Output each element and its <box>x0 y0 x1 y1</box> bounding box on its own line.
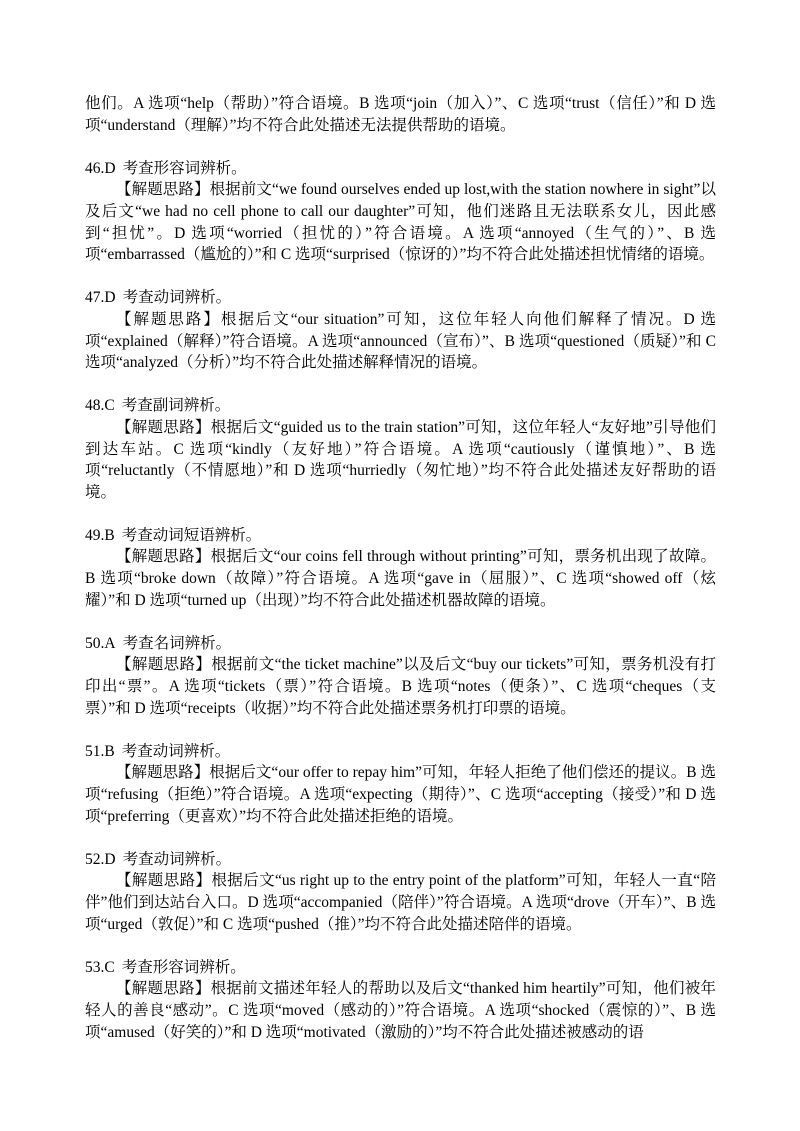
section-label: 52.D <box>85 850 116 868</box>
section-label: 46.D <box>85 159 116 177</box>
section-label: 48.C <box>85 397 115 415</box>
section-category: 考查动词辨析。 <box>122 850 232 868</box>
section-46 <box>85 158 716 266</box>
section-category: 考查名词辨析。 <box>122 634 232 652</box>
section-53 <box>85 957 716 1043</box>
section-category: 考查动词辨析。 <box>122 289 232 307</box>
section-label: 49.B <box>85 526 115 544</box>
section-47 <box>85 287 716 373</box>
section-label: 47.D <box>85 289 116 307</box>
section-52 <box>85 849 716 935</box>
section-heading <box>85 158 716 180</box>
section-category: 考查动词辨析。 <box>121 742 231 760</box>
section-analysis: 【解题思路】根据后文“our situation”可知，这位年轻人向他们解释了情况。D 选项“explained（解释）”符合语境。A 选项“announced（宣布）”、B 选项“questioned（质疑）”和 C 选项“analyzed（分析）”均不符合此处描述解释情况的语境。 <box>85 310 716 372</box>
section-49 <box>85 525 716 611</box>
section-category: 考查动词短语辨析。 <box>121 526 262 544</box>
section-analysis: 【解题思路】根据前文描述年轻人的帮助以及后文“thanked him heartily”可知，他们被年轻人的善良“感动”。C 选项“moved（感动的）”符合语境。A 选项“shocked（震惊的）”、B 选项“amused（好笑的）”和 D 选项“motivated（激励的）”均不符合此处描述被感动的语 <box>85 980 716 1041</box>
section-analysis: 【解题思路】根据后文“us right up to the entry point of the platform”可知，年轻人一直“陪伴”他们到达站台入口。D 选项“accompanied（陪伴）”符合语境。A 选项“drove（开车）”、B 选项“urged（敦促）”和 C 选项“pushed（推）”均不符合此处描述陪伴的语境。 <box>85 872 716 933</box>
section-heading <box>85 957 716 979</box>
section-analysis: 【解题思路】根据后文“our coins fell through without printing”可知，票务机出现了故障。B 选项“broke down（故障）”符合语境。A 选项“gave in（屈服）”、C 选项“showed off（炫耀）”和 D 选项“turned up（出现）”均不符合此处描述机器故障的语境。 <box>85 548 716 609</box>
section-category: 考查形容词辨析。 <box>121 958 246 976</box>
section-50 <box>85 633 716 719</box>
section-analysis: 【解题思路】根据前文“we found ourselves ended up lost,with the station nowhere in sight”以及后文“we had no cell phone to call our daughter”可知，他们迷路且无法联系女儿，因此感到“担忧”。D 选项“worried（担忧的）”符合语境。A 选项“annoyed（生气的）”、B 选项“embarrassed（尴尬的）”和 C 选项“surprised（惊讶的）”均不符合此处描述担忧情绪的语境。 <box>85 181 716 264</box>
section-heading <box>85 741 716 763</box>
section-48 <box>85 395 716 503</box>
section-category: 考查副词辨析。 <box>121 397 231 415</box>
section-heading <box>85 525 716 547</box>
section-heading <box>85 287 716 309</box>
section-label: 51.B <box>85 742 115 760</box>
section-category: 考查形容词辨析。 <box>122 159 247 177</box>
section-heading <box>85 395 716 417</box>
section-label: 53.C <box>85 958 115 976</box>
section-analysis: 【解题思路】根据后文“guided us to the train station”可知，这位年轻人“友好地”引导他们到达车站。C 选项“kindly（友好地）”符合语境。A 选项“cautiously（谨慎地）”、B 选项“reluctantly（不情愿地）”和 D 选项“hurriedly（匆忙地）”均不符合此处描述友好帮助的语境。 <box>85 418 716 501</box>
section-heading <box>85 849 716 871</box>
section-analysis: 【解题思路】根据前文“the ticket machine”以及后文“buy our tickets”可知，票务机没有打印出“票”。A 选项“tickets（票）”符合语境。B 选项“notes（便条）”、C 选项“cheques（支票）”和 D 选项“receipts（收据）”均不符合此处描述票务机打印票的语境。 <box>85 656 716 717</box>
section-analysis: 【解题思路】根据后文“our offer to repay him”可知，年轻人拒绝了他们偿还的提议。B 选项“refusing（拒绝）”符合语境。A 选项“expecting（期待）”、C 选项“accepting（接受）”和 D 选项“preferring（更喜欢）”均不符合此处描述拒绝的语境。 <box>85 764 716 825</box>
section-label: 50.A <box>85 634 116 652</box>
section-heading <box>85 633 716 655</box>
continuation-paragraph: 他们。A 选项“help（帮助）”符合语境。B 选项“join（加入）”、C 选项“trust（信任）”和 D 选项“understand（理解）”均不符合此处描述无法提供帮助的语境。 <box>85 95 716 134</box>
section-51 <box>85 741 716 827</box>
